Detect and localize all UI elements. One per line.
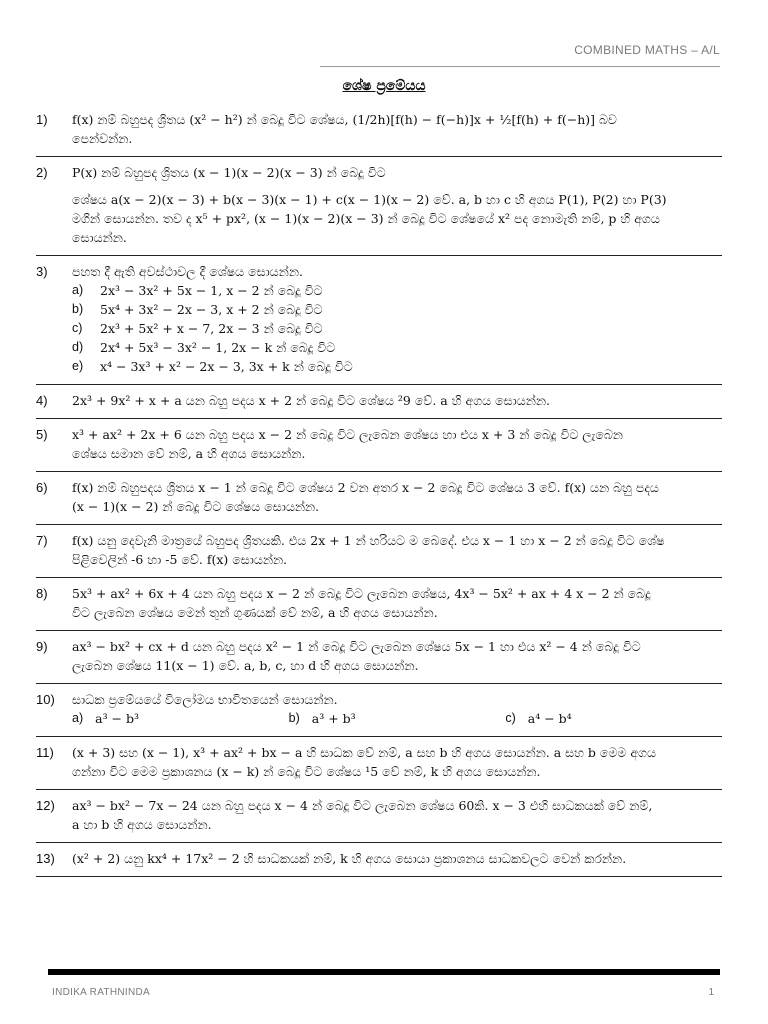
problem-number: 5) bbox=[36, 427, 48, 442]
problem-text: 2x³ + 9x² + x + a යන බහු පදය x + 2 න් බෙදූ විට ශේෂය ²9 වේ. a හි අගය සොයන්න. bbox=[72, 393, 551, 408]
problem-text: f(x) යනු දෙවැනි මාත්‍රයේ බහුපද ශ්‍රිතයකි. එය 2x + 1 න් හරියට ම බෙදේ. එය x − 1 හා x − 2 න් බෙදූ විට ශේෂ bbox=[72, 533, 665, 548]
sub-question-text: 2x⁴ + 5x³ − 3x² − 1, 2x − k න් බෙදූ විට bbox=[100, 340, 336, 355]
problem-item bbox=[36, 578, 722, 631]
sub-question-text: a³ + b³ bbox=[311, 711, 356, 726]
problem-text: 5x³ + ax² + 6x + 4 යන බහු පදය x − 2 න් බෙදූ විට ලැබෙන ශේෂය, 4x³ − 5x² + ax + 4 x − 2 න් බෙදූ bbox=[72, 586, 651, 601]
sub-question-label: a) bbox=[72, 711, 84, 725]
problem-text: පිළිවෙලින් -6 හා -5 වේ. f(x) සොයන්න. bbox=[72, 552, 288, 567]
sub-question-text: 2x³ − 3x² + 5x − 1, x − 2 න් බෙදූ විට bbox=[100, 283, 323, 298]
problem-item bbox=[36, 472, 722, 525]
problem-item bbox=[36, 157, 722, 256]
page-title: ශේෂ ප්‍රමේයය bbox=[342, 78, 426, 94]
sub-question bbox=[289, 709, 506, 728]
problem-number: 4) bbox=[36, 393, 48, 408]
problem-text: a හා b හි අගය සොයන්න. bbox=[72, 817, 212, 832]
sub-question bbox=[72, 319, 722, 338]
sub-question-label: e) bbox=[72, 359, 84, 373]
problem-text: පෙන්වන්න. bbox=[72, 131, 133, 146]
sub-question-text: a⁴ − b⁴ bbox=[527, 711, 572, 726]
problem-list bbox=[36, 104, 722, 877]
problem-intro: පහත දී ඇති අවස්ථාවල දී ශේෂය සොයන්න. bbox=[72, 264, 303, 279]
problem-item bbox=[36, 790, 722, 843]
sub-question bbox=[505, 709, 722, 728]
problem-text: (x − 1)(x − 2) න් බෙදූ විට ශේෂය සොයන්න. bbox=[72, 499, 320, 514]
problem-item bbox=[36, 419, 722, 472]
problem-item bbox=[36, 684, 722, 737]
footer-bar bbox=[48, 969, 720, 975]
problem-text: ax³ − bx² + cx + d යන බහු පදය x² − 1 න් බෙදූ විට ලැබෙන ශේෂය 5x − 1 හා එය x² − 4 න් බෙදූ විට bbox=[72, 639, 641, 654]
problem-item bbox=[36, 104, 722, 157]
problem-text: (x + 3) සහ (x − 1), x³ + ax² + bx − a හි සාධක වේ නම්, a සහ b හි අගය සොයන්න. a සහ b මෙම අගය bbox=[72, 745, 656, 760]
sub-question bbox=[72, 338, 722, 357]
sub-question bbox=[72, 357, 722, 376]
problem-text: ax³ − bx² − 7x − 24 යන බහු පදය x − 4 න් බෙදූ විට ලැබෙන ශේෂය 60කි. x − 3 එහි සාධකයක් වේ නම්, bbox=[72, 798, 653, 813]
sub-question-text: a³ − b³ bbox=[95, 711, 140, 726]
problem-number: 9) bbox=[36, 639, 48, 654]
problem-text: (x² + 2) යනු kx⁴ + 17x² − 2 හි සාධකයක් නම්, k හි අගය සොයා ප්‍රකාශනය සාධකවලට වෙන් කරන්න. bbox=[72, 851, 627, 866]
problem-item bbox=[36, 525, 722, 578]
problem-text: ලැබෙන ශේෂය 11(x − 1) වේ. a, b, c, හා d හි අගය සොයන්න. bbox=[72, 658, 419, 673]
problem-number: 1) bbox=[36, 112, 48, 127]
problem-item bbox=[36, 631, 722, 684]
problem-number: 7) bbox=[36, 533, 48, 548]
sub-question-label: b) bbox=[72, 302, 84, 316]
footer-page-number: 1 bbox=[708, 987, 714, 998]
sub-question-label: d) bbox=[72, 340, 84, 354]
problem-text: f(x) නම් බහුපදය ශ්‍රිතය x − 1 න් බෙදූ විට ශේෂය 2 වන අතර x − 2 බෙදූ විට ශේෂය 3 වේ. f(x) යන බහු පදය bbox=[72, 480, 659, 495]
sub-question-row bbox=[72, 709, 722, 728]
sub-question-text: 2x³ + 5x² + x − 7, 2x − 3 න් බෙදූ විට bbox=[100, 321, 323, 336]
problem-item bbox=[36, 737, 722, 790]
problem-text: x³ + ax² + 2x + 6 යන බහු පදය x − 2 න් බෙදූ විට ලැබෙන ශේෂය හා එය x + 3 න් බෙදූ විට ලැබෙන bbox=[72, 427, 623, 442]
problem-number: 8) bbox=[36, 586, 48, 601]
header-subject: COMBINED MATHS – A/L bbox=[574, 43, 720, 57]
problem-item bbox=[36, 256, 722, 385]
problem-number: 10) bbox=[36, 692, 55, 707]
problem-number: 2) bbox=[36, 165, 48, 180]
sub-question-text: 5x⁴ + 3x² − 2x − 3, x + 2 න් බෙදූ විට bbox=[100, 302, 323, 317]
sub-question bbox=[72, 281, 722, 300]
problem-text: ශේෂය සමාන වේ නම්, a හි අගය සොයන්න. bbox=[72, 446, 306, 461]
problem-text: සොයන්න. bbox=[72, 230, 127, 245]
problem-text: ගන්නා විට මෙම ප්‍රකාශනය (x − k) න් බෙදූ විට ශේෂය ¹5 වේ නම්, k හි අගය සොයන්න. bbox=[72, 764, 541, 779]
header-rule bbox=[320, 66, 720, 67]
problem-number: 6) bbox=[36, 480, 48, 495]
problem-text: මගින් සොයන්න. තව ද x⁵ + px², (x − 1)(x − 2)(x − 3) න් බෙදූ විට ශේෂයේ x² පද නොමැති නම්, p හි අගය bbox=[72, 211, 660, 226]
problem-number: 13) bbox=[36, 851, 55, 866]
footer-author: INDIKA RATHNINDA bbox=[52, 987, 150, 998]
sub-question bbox=[72, 709, 289, 728]
problem-text: P(x) නම් බහුපද ශ්‍රිතය (x − 1)(x − 2)(x − 3) න් බෙදූ විට bbox=[72, 165, 386, 180]
sub-question-label: a) bbox=[72, 283, 84, 297]
sub-question-label: c) bbox=[505, 711, 516, 725]
problem-text: ශේෂය a(x − 2)(x − 3) + b(x − 3)(x − 1) + c(x − 1)(x − 2) වේ. a, b හා c හි අගය P(1), P(2) හා P(3) bbox=[72, 192, 667, 207]
problem-spacer bbox=[72, 182, 722, 190]
problem-number: 3) bbox=[36, 264, 48, 279]
problem-intro: සාධක ප්‍රමේයයේ විලෝමය භාවිතයෙන් සොයන්න. bbox=[72, 692, 338, 707]
sub-question bbox=[72, 300, 722, 319]
problem-number: 11) bbox=[36, 745, 54, 760]
problem-item bbox=[36, 385, 722, 419]
sub-question-label: c) bbox=[72, 321, 83, 335]
problem-number: 12) bbox=[36, 798, 55, 813]
sub-question-text: x⁴ − 3x³ + x² − 2x − 3, 3x + k න් බෙදූ විට bbox=[100, 359, 353, 374]
problem-text: f(x) නම් බහුපද ශ්‍රිතය (x² − h²) න් බෙදූ විට ශේෂය, (1/2h)[f(h) − f(−h)]x + ½[f(h) + f(−h)] බව bbox=[72, 112, 617, 127]
problem-item bbox=[36, 843, 722, 877]
sub-question-label: b) bbox=[288, 711, 300, 725]
problem-text: විට ලැබෙන ශේෂය මෙන් තුන් ගුණයක් වේ නම්, a හි අගය සොයන්න. bbox=[72, 605, 438, 620]
